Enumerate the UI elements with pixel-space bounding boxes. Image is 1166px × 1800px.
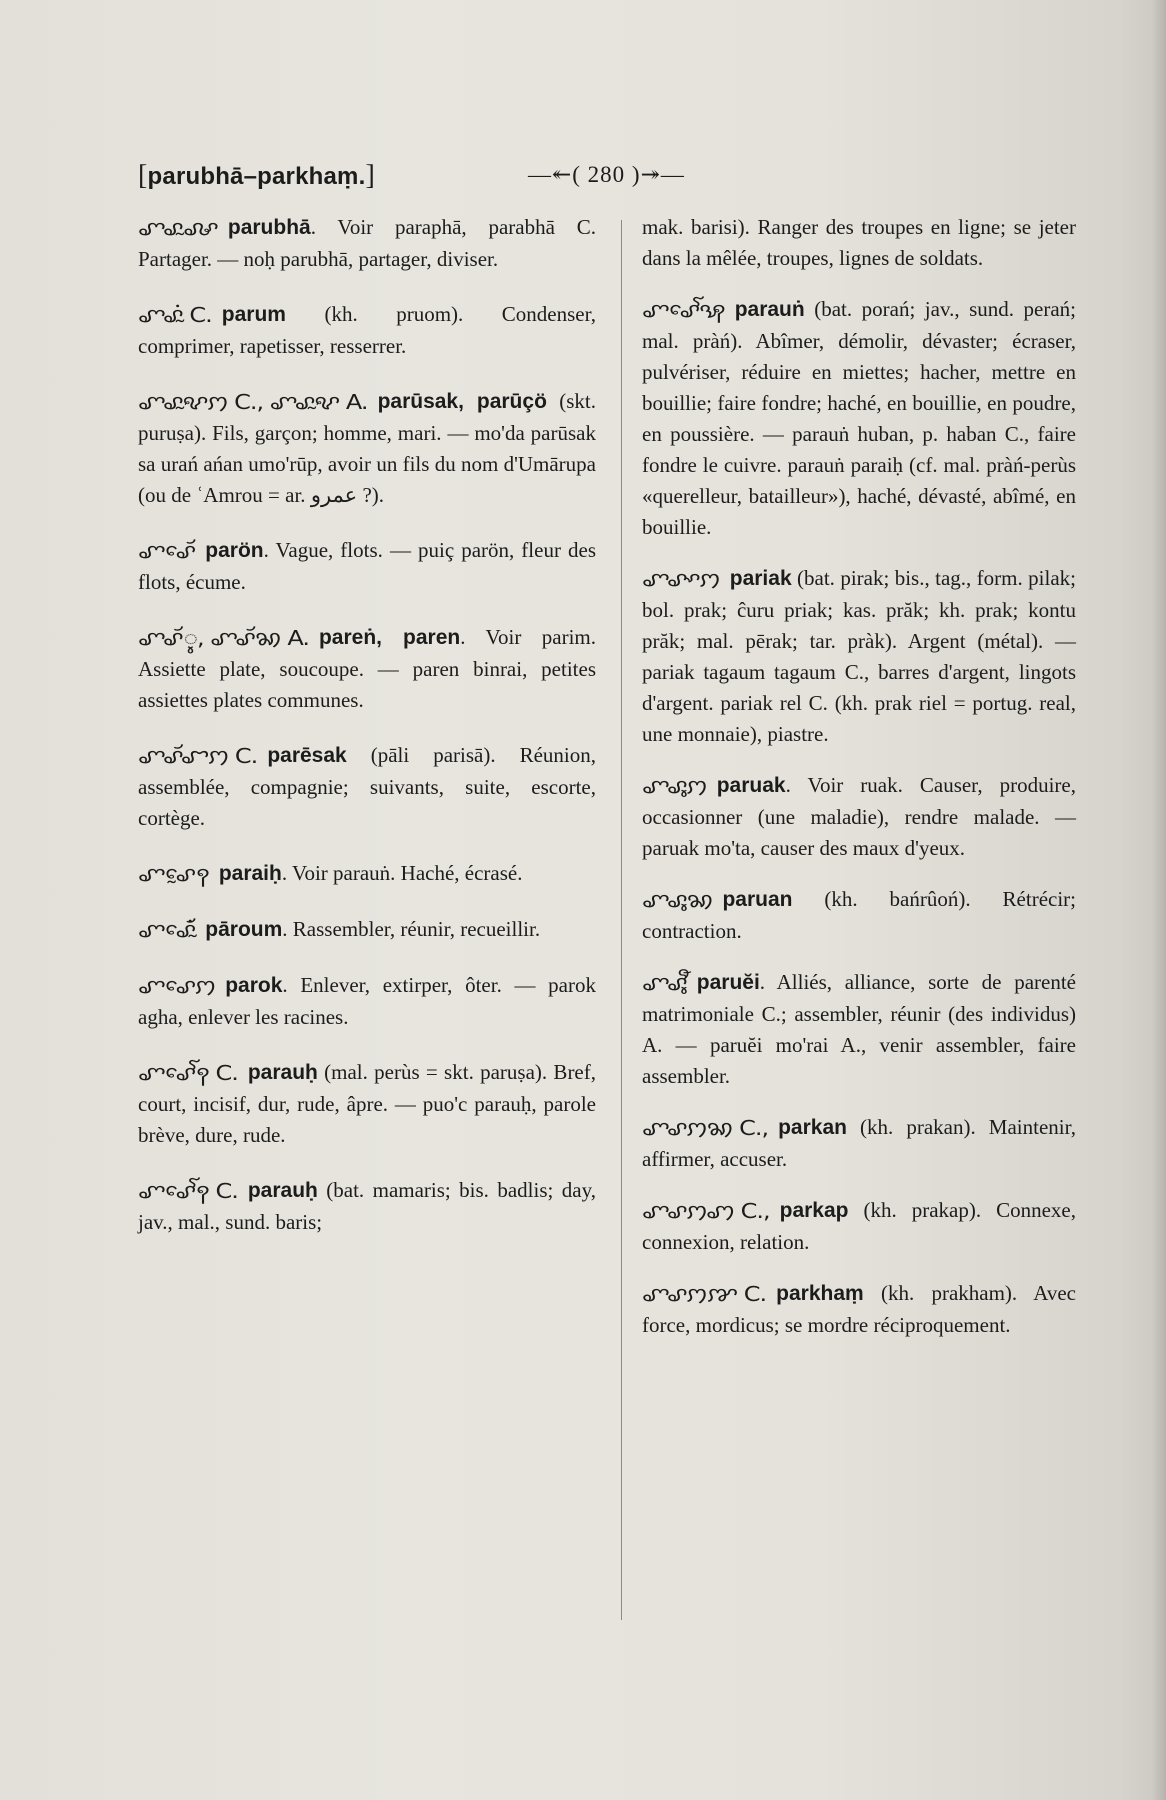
cham-script-word: ꨚꨣꨳꩀ [642,567,720,591]
entry-definition: (kh. prakan). Maintenir, affirmer, accuser. [642,1115,1076,1171]
entry-headword: paruan [722,888,793,911]
cham-script-word: ꨚꨣꨭꨦꩀ C., ꨚꨣꨭꨦ A. [138,390,368,414]
entry-definition: (mal. perùs = skt. paruṣa). Bref, court, incisif, dur, rude, âpre. — puo'c parauḥ, parole brève, dure, rude. [138,1060,596,1147]
entry-definition: (kh. prakham). Avec force, mordicus; se mordre réciproquement. [642,1281,1076,1337]
dictionary-entry [138,535,596,598]
cham-script-word: ꨚꨣꨰꩍ [138,862,209,886]
dictionary-entry [138,970,596,1033]
dictionary-entry [642,1278,1076,1341]
entry-headword: parauṅ [734,298,805,321]
dictionary-entry [138,386,596,511]
running-head [138,160,375,192]
cham-script-word: ꨚꨣꨭꨜ [138,216,218,240]
entry-definition: . Enlever, extirper, ôter. — parok agha, enlever les racines. [138,973,596,1029]
cham-script-word: ꨚꨣꨯꨮ [138,539,196,563]
cham-script-word: ꨚꨣꨯꨱꩍ C. [138,1061,238,1085]
cham-script-word: ꨚꨣꨯꨱꩍ C. [138,1179,238,1203]
entry-headword: parön [205,539,264,562]
entry-definition: . Rassembler, réunir, recueillir. [282,917,541,941]
dictionary-entry [642,1195,1076,1258]
dictionary-entry [138,1057,596,1151]
entry-definition: . Voir parauṅ. Haché, écrasé. [281,861,523,885]
dictionary-entry [642,1112,1076,1175]
dictionary-entry [138,858,596,890]
entry-headword: parauḥ [247,1179,318,1202]
dictionary-entry [642,563,1076,750]
entry-definition: . Voir ruak. Causer, produire, occasionner (une maladie), rendre malade. — paruak mo'ta, causer des maux d'yeux. [642,773,1076,860]
dictionary-entry [138,622,596,716]
entry-headword: pareṅ, paren [318,626,461,649]
entry-definition: (bat. porań; jav., sund. perań; mal. pràń). Abîmer, démolir, dévaster; écraser, pulvériser, réduire en miettes; hacher, mettre en bouillie; faire fondre; haché, en bouillie, en poudre, en poussière. — parauṅ huban, p. haban C., faire fondre le cuivre. parauṅ paraiḥ (cf. mal. pràń-perùs «querelleur, batailleur»), haché, dévasté, abîmé, en bouillie. [642,297,1076,539]
dictionary-entry [138,1175,596,1238]
entry-headword: parēsak [267,744,347,767]
entry-definition: (bat. pirak; bis., tag., form. pilak; bol. prak; ĉuru priak; kas. prăk; kh. prak; kontu prăk; mal. pērak; tar. pràk). Argent (métal). — pariak tagaum tagaum C., barres d'argent, lingots d'argent. pariak rel C. (kh. prak riel = portug. real, une monnaie), piastre. [642,566,1076,746]
cham-script-word: ꨚꨣꨯꨱꩂ [642,298,725,322]
running-head-text: parubhā–parkhaṃ. [147,163,366,190]
open-bracket: [ [138,160,148,191]
entry-headword: parkan [778,1116,847,1139]
cham-script-word: ꨚꨣꨮꨧꩀ C. [138,744,258,768]
entry-definition: . Voir parim. Assiette plate, soucoupe. — paren binrai, petites assiettes plates communes. [138,625,596,712]
entry-headword: pāroum [205,918,283,941]
dictionary-entry [138,299,596,362]
cham-script-word: ꨚꨣꨯꨮꨭꩌ [138,918,196,942]
entry-definition: (kh. prakap). Connexe, connexion, relation. [642,1198,1076,1254]
dictionary-entry [138,740,596,834]
entry-headword: paraiḥ [218,862,282,885]
cham-script-word: ꨚꨣꩀꩆ C., [642,1116,769,1140]
dictionary-entry [642,884,1076,947]
close-bracket: ] [365,160,375,191]
continued-entry [642,212,1076,274]
column-divider [621,220,622,1620]
cham-script-word: ꨚꨣꨮꨶ, ꨚꨣꨮꩆ A. [138,626,309,650]
page-header [138,160,1138,200]
entry-headword: parubhā [227,216,311,239]
entry-definition: . Voir paraphā, parabhā C. Partager. — noḥ parubhā, partager, diviser. [138,215,596,271]
dictionary-entry [642,294,1076,543]
dictionary-entry [138,914,596,946]
entry-definition: (kh. bańrûoń). Rétrécir; contraction. [642,887,1076,943]
continued-definition: mak. barisi). Ranger des troupes en ligne; se jeter dans la mêlée, troupes, lignes de soldats. [642,215,1076,270]
cham-script-word: ꨚꨣꨶꩆ [642,888,713,912]
cham-script-word: ꨚꨣꩀꩇ C., [642,1199,770,1223]
entry-definition: (bat. mamaris; bis. badlis; day, jav., mal., sund. baris; [138,1178,596,1234]
page-edge-shadow [1152,0,1166,1800]
entry-definition: . Alliés, alliance, sorte de parenté matrimoniale C.; assembler, réunir (des individus) A. — paruĕi mo'rai A., venir assembler, faire assembler. [642,970,1076,1088]
entry-definition: (pāli parisā). Réunion, assemblée, compagnie; suivants, suite, escorte, cortège. [138,743,596,830]
dictionary-entry [138,212,596,275]
cham-script-word: ꨚꨣꨶꩀ [642,774,707,798]
dictionary-entry [642,967,1076,1092]
entry-headword: parum [221,303,286,326]
dictionary-entry [642,770,1076,864]
entry-headword: parok [225,974,283,997]
entry-headword: parkhaṃ [776,1282,864,1305]
entry-headword: parauḥ [247,1061,318,1084]
entry-headword: pariak [729,567,792,590]
right-column [642,212,1076,1361]
entry-headword: parkap [779,1199,849,1222]
entry-definition: (skt. puruṣa). Fils, garçon; homme, mari. — mo'da parūsak sa urań ańan umo'rūp, avoir un fils du nom d'Umārupa (ou de ʿAmrou = ar. عمرو ?). [138,389,597,507]
cham-script-word: ꨚꨣꨯꩀ [138,974,216,998]
entry-headword: paruĕi [696,971,760,994]
entry-headword: parūsak, parūçö [377,390,547,413]
entry-headword: paruak [716,774,786,797]
cham-script-word: ꨚꨣꨭꩌ C. [138,303,212,327]
left-column [138,212,596,1262]
cham-script-word: ꨚꨣꨶꨬ [642,971,687,995]
cham-script-word: ꨚꨣꩀꨇ C. [642,1282,767,1306]
entry-definition: (kh. pruom). Condenser, comprimer, rapetisser, resserrer. [138,302,596,358]
entry-definition: . Vague, flots. — puiç parön, fleur des flots, écume. [138,538,596,594]
page-number: —↞( 280 )↠— [528,162,685,187]
